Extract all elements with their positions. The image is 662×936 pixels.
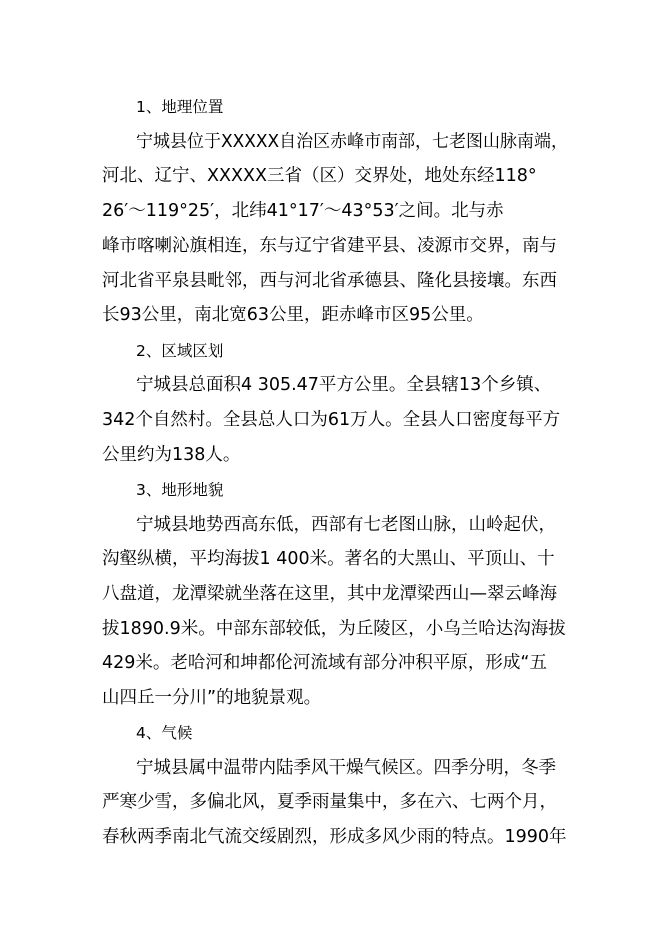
paragraph-line: 公里约为138人。 — [102, 445, 241, 465]
paragraph-line: 严寒少雪，多偏北风，夏季雨量集中，多在六、七两个月， — [102, 792, 557, 812]
paragraph-line: 峰市喀喇沁旗相连，东与辽宁省建平县、凌源市交界，南与 — [102, 236, 557, 256]
paragraph-line: 342个自然村。全县总人口为61万人。全县人口密度每平方 — [102, 410, 561, 430]
paragraph-line: 宁城县位于XXXXX自治区赤峰市南部，七老图山脉南端， — [136, 132, 568, 152]
paragraph-line: 山四丘一分川”的地貌景观。 — [102, 688, 322, 708]
paragraph-line: 26′～119°25′，北纬41°17′～43°53′之间。北与赤 — [102, 201, 504, 221]
paragraph-line: 宁城县地势西高东低，西部有七老图山脉，山岭起伏， — [136, 515, 556, 535]
paragraph-line: 沟壑纵横，平均海拔1 400米。著名的大黑山、平顶山、十 — [102, 549, 555, 569]
section-heading-climate: 4、气候 — [136, 724, 193, 742]
paragraph-line: 河北省平泉县毗邻，西与河北省承德县、隆化县接壤。东西 — [102, 271, 557, 291]
section-heading-terrain: 3、地形地貌 — [136, 481, 224, 499]
paragraph-line: 春秋两季南北气流交绥剧烈，形成多风少雨的特点。1990年 — [102, 827, 567, 847]
paragraph-line: 长93公里，南北宽63公里，距赤峰市区95公里。 — [102, 305, 484, 325]
paragraph-line: 八盘道，龙潭梁就坐落在这里，其中龙潭梁西山—翠云峰海 — [102, 584, 557, 604]
paragraph-line: 拔1890.9米。中部东部较低，为丘陵区，小乌兰哈达沟海拔 — [102, 619, 566, 639]
section-heading-location: 1、地理位置 — [136, 98, 224, 116]
paragraph-line: 宁城县属中温带内陆季风干燥气候区。四季分明，冬季 — [136, 758, 556, 778]
paragraph-line: 河北、辽宁、XXXXX三省（区）交界处，地处东经118° — [102, 166, 537, 186]
paragraph-line: 429米。老哈河和坤都伦河流域有部分冲积平原，形成“五 — [102, 653, 547, 673]
section-heading-division: 2、区域区划 — [136, 342, 224, 360]
paragraph-line: 宁城县总面积4 305.47平方公里。全县辖13个乡镇、 — [136, 375, 552, 395]
